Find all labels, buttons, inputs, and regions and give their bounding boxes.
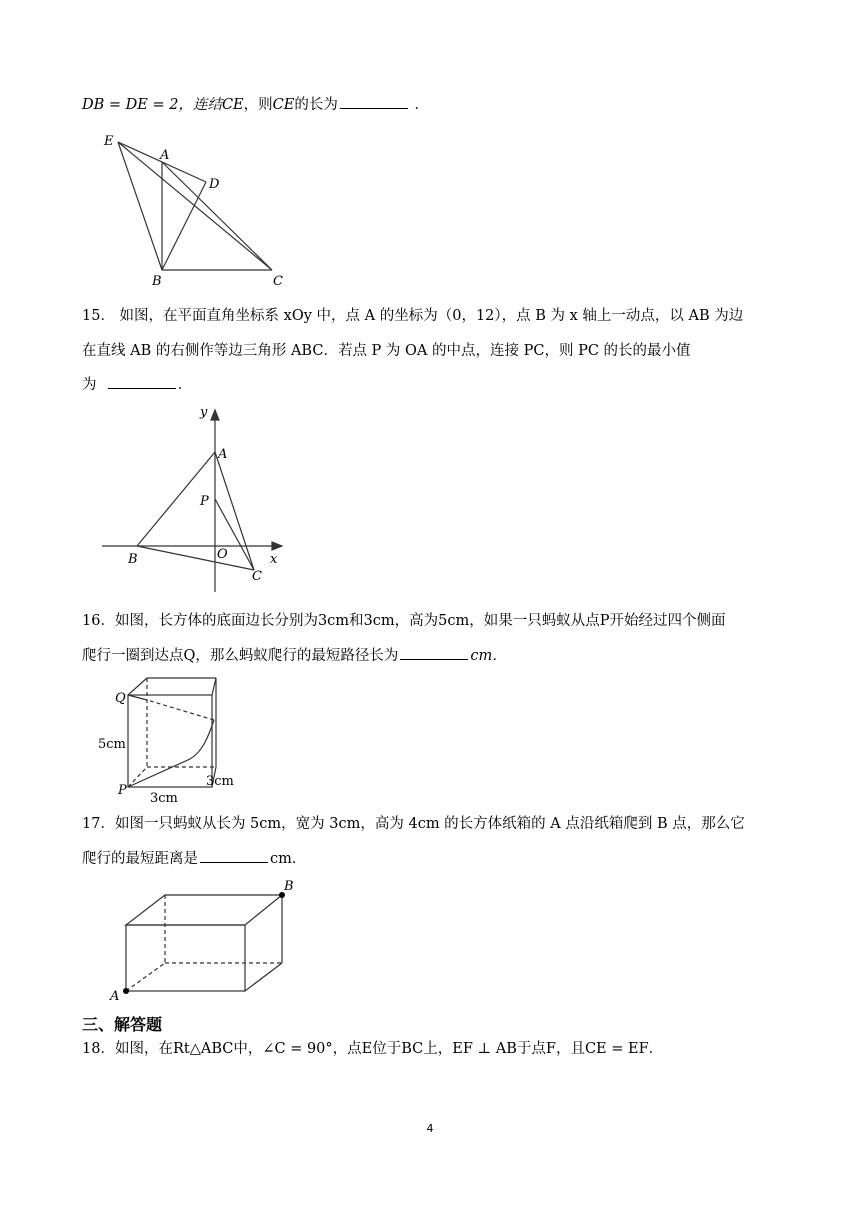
q17-label-a: A bbox=[110, 989, 120, 1004]
q15-label-y: y bbox=[200, 405, 208, 420]
q17-line2-unit: cm． bbox=[270, 851, 307, 867]
q15-line1: 15． 如图，在平面直角坐标系 xOy 中，点 A 的坐标为（0，12），点 B 为 x 轴上一动点，以 AB 为边 bbox=[82, 308, 744, 324]
q15-label-p: P bbox=[200, 494, 209, 509]
q17-top-face bbox=[126, 895, 282, 925]
page-number: 4 bbox=[426, 1122, 434, 1135]
q16-ant-path-2 bbox=[147, 700, 214, 720]
q16-label-width2: 3cm bbox=[206, 774, 234, 789]
q14-figure bbox=[100, 130, 300, 290]
q14-text-end: ． bbox=[414, 97, 429, 113]
q16-top-right bbox=[212, 678, 216, 695]
q17-line2 bbox=[82, 848, 306, 869]
q17-line1: 17．如图一只蚂蚁从长为 5cm，宽为 3cm，高为 4cm 的长方体纸箱的 A 点沿纸箱爬到 B 点，那么它 bbox=[82, 816, 745, 832]
q15-label-b: B bbox=[128, 552, 138, 567]
q16-hidden-left bbox=[128, 767, 147, 787]
q14-label-d: D bbox=[209, 177, 220, 192]
section-title-answer-questions: 三、解答题 bbox=[82, 1015, 163, 1034]
q14-seg-ec bbox=[118, 142, 272, 270]
q16-label-q: Q bbox=[115, 691, 126, 706]
q16-label-height: 5cm bbox=[98, 737, 126, 752]
q14-text-a: DB = DE = 2，连结 bbox=[82, 97, 222, 113]
q16-line2-prefix: 爬行一圈到达点Q，那么蚂蚁爬行的最短路径长为 bbox=[82, 648, 399, 664]
q15-answer-blank[interactable] bbox=[108, 374, 176, 389]
q16-ant-path-1 bbox=[128, 720, 214, 787]
q17-figure bbox=[106, 876, 306, 1004]
q16-label-p: P bbox=[118, 783, 127, 798]
q17-hidden-left bbox=[126, 963, 165, 991]
q14-seg-bd bbox=[162, 182, 206, 270]
q18-line1: 18．如图，在Rt△ABC中，∠C = 90°，点E位于BC上，EF ⊥ AB于点F，且CE = EF． bbox=[82, 1041, 664, 1057]
q15-label-a: A bbox=[218, 447, 228, 462]
q14-answer-blank[interactable] bbox=[340, 94, 408, 109]
q15-line3-end: ． bbox=[177, 377, 193, 393]
q16-top-left bbox=[128, 678, 147, 695]
q14-label-a: A bbox=[160, 148, 170, 163]
q16-answer-blank[interactable] bbox=[400, 645, 468, 660]
q17-right-bottom bbox=[245, 963, 282, 991]
q16-line2 bbox=[82, 645, 507, 666]
q17-front-face bbox=[126, 925, 245, 991]
q15-label-c: C bbox=[252, 569, 262, 584]
q15-label-x: x bbox=[270, 552, 278, 567]
q15-line2: 在直线 AB 的右侧作等边三角形 ABC．若点 P 为 OA 的中点，连接 PC，则 PC 的长的最小值 bbox=[82, 343, 691, 359]
q17-line2-prefix: 爬行的最短距离是 bbox=[82, 851, 198, 867]
q17-label-b: B bbox=[284, 879, 294, 894]
q14-label-b: B bbox=[152, 274, 162, 289]
q17-point-a bbox=[123, 988, 129, 994]
q14-text-line bbox=[82, 94, 429, 115]
q14-label-e: E bbox=[104, 134, 114, 149]
q15-line3-prefix: 为 bbox=[82, 377, 97, 393]
q14-text-b: CE bbox=[221, 97, 244, 113]
q16-figure bbox=[98, 672, 248, 807]
q16-label-width1: 3cm bbox=[150, 791, 178, 806]
q15-y-arrow bbox=[211, 410, 219, 420]
q14-text-d: CE bbox=[272, 97, 295, 113]
q15-figure bbox=[100, 402, 290, 597]
q16-line2-unit: cm． bbox=[470, 648, 507, 664]
q15-x-arrow bbox=[272, 542, 282, 550]
q16-line1: 16．如图，长方体的底面边长分别为3cm和3cm，高为5cm，如果一只蚂蚁从点P开始经过四个侧面 bbox=[82, 613, 726, 629]
q15-label-o: O bbox=[217, 547, 228, 562]
q17-answer-blank[interactable] bbox=[200, 848, 268, 863]
q15-line3 bbox=[82, 374, 192, 395]
q14-text-e: 的长为 bbox=[294, 97, 338, 113]
q16-front-face bbox=[128, 695, 212, 787]
q14-label-c: C bbox=[273, 274, 283, 289]
q15-seg-bc bbox=[137, 546, 254, 570]
q16-ant-path-3 bbox=[128, 695, 147, 700]
q14-seg-eb bbox=[118, 142, 162, 270]
q14-text-c: ，则 bbox=[243, 97, 273, 113]
